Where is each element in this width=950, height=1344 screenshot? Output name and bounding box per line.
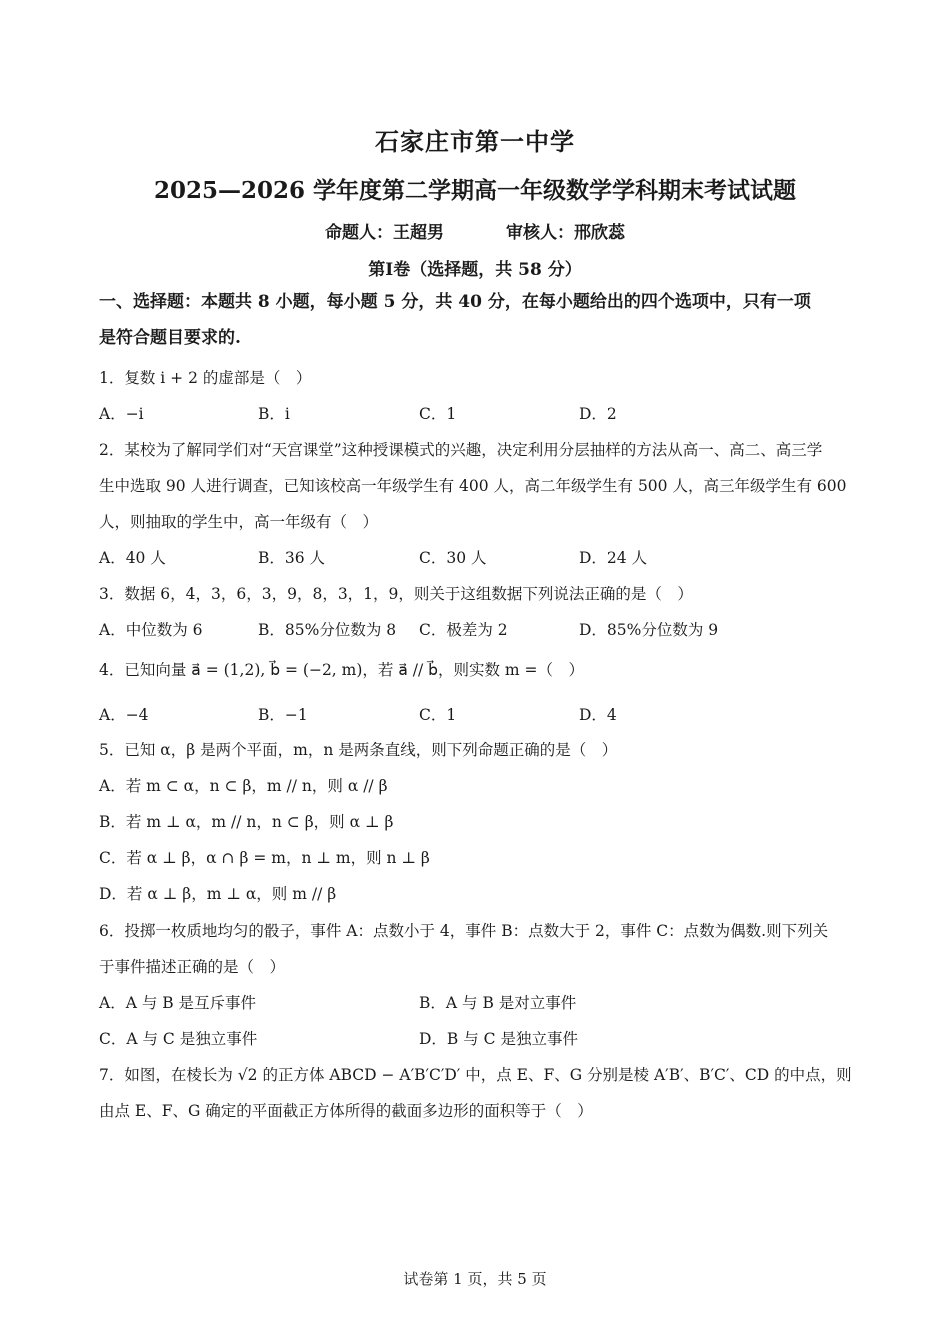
- option-b: B．A 与 B 是对立事件: [419, 994, 577, 1012]
- option-b: B．36 人: [258, 549, 326, 567]
- option-a: A．−i: [99, 405, 144, 423]
- question-2-line-2: 生中选取 90 人进行调查，已知该校高一年级学生有 400 人，高二年级学生有 500 人，高三年级学生有 600: [99, 477, 847, 495]
- option-a: A．40 人: [99, 549, 166, 567]
- question-2-line-1: 2．某校为了解同学们对“天宫课堂”这种授课模式的兴趣，决定利用分层抽样的方法从高一、高二、高三学: [99, 441, 823, 459]
- question-3: 3．数据 6，4，3，6，3，9，8，3，1，9，则关于这组数据下列说法正确的是（ ）: [99, 585, 693, 603]
- option-b: B．85%分位数为 8: [258, 621, 397, 639]
- question-4: 4．已知向量 a⃗ = (1,2), b⃗ = (−2, m)，若 a⃗ // b⃗，则实数 m =（ ）: [99, 661, 585, 679]
- authors-line: [0, 218, 950, 243]
- option-c: C．1: [419, 706, 457, 724]
- question-5-option-d: D．若 α ⊥ β，m ⊥ α，则 m // β: [99, 885, 337, 903]
- option-b: B．i: [258, 405, 290, 423]
- question-5: 5．已知 α，β 是两个平面，m，n 是两条直线，则下列命题正确的是（ ）: [99, 741, 618, 759]
- question-6-line-2: 于事件描述正确的是（ ）: [99, 958, 286, 976]
- option-d: D．4: [579, 706, 617, 724]
- exam-title: 2025—2026 学年度第二学期高一年级数学学科期末考试试题: [153, 177, 797, 204]
- option-a: A．−4: [99, 706, 149, 724]
- question-3-options: [99, 618, 859, 640]
- section-line-2: 是符合题目要求的.: [99, 328, 241, 348]
- question-7-line-1: 7．如图，在棱长为 √2 的正方体 ABCD − A′B′C′D′ 中，点 E、F、G 分别是棱 A′B′、B′C′、CD 的中点，则: [99, 1066, 852, 1084]
- question-6-options-row-1: [99, 991, 859, 1013]
- option-c: C．极差为 2: [419, 621, 508, 639]
- question-7-line-2: 由点 E、F、G 确定的平面截正方体所得的截面多边形的面积等于（ ）: [99, 1102, 593, 1120]
- school-name: 石家庄市第一中学: [375, 127, 575, 156]
- option-c: C．A 与 C 是独立事件: [99, 1030, 258, 1048]
- question-5-option-b: B．若 m ⊥ α，m // n，n ⊂ β，则 α ⊥ β: [99, 813, 394, 831]
- part-heading: 第Ⅰ卷（选择题，共 58 分）: [368, 260, 582, 280]
- question-2-line-3: 人，则抽取的学生中，高一年级有（ ）: [99, 513, 379, 531]
- option-a: A．A 与 B 是互斥事件: [99, 994, 257, 1012]
- reviewer: 审核人：邢欣蕊: [506, 223, 625, 243]
- section-line-1: 一、选择题：本题共 8 小题，每小题 5 分，共 40 分，在每小题给出的四个选项中，只有一项: [99, 292, 811, 312]
- option-d: D．85%分位数为 9: [579, 621, 719, 639]
- question-5-option-c: C．若 α ⊥ β，α ∩ β = m，n ⊥ m，则 n ⊥ β: [99, 849, 430, 867]
- option-a: A．中位数为 6: [99, 621, 203, 639]
- page-footer: 试卷第 1 页，共 5 页: [403, 1270, 547, 1288]
- option-d: D．24 人: [579, 549, 648, 567]
- question-6-line-1: 6．投掷一枚质地均匀的骰子，事件 A：点数小于 4，事件 B：点数大于 2，事件 C：点数为偶数.则下列关: [99, 922, 829, 940]
- question-4-options: [99, 703, 859, 725]
- question-2-options: [99, 546, 859, 568]
- section-heading: [99, 284, 859, 356]
- question-1: 1．复数 i + 2 的虚部是（ ）: [99, 369, 312, 387]
- question-5-option-a: A．若 m ⊂ α，n ⊂ β，m // n，则 α // β: [99, 777, 388, 795]
- option-b: B．−1: [258, 706, 308, 724]
- option-d: D．2: [579, 405, 617, 423]
- author: 命题人：王超男: [325, 223, 444, 243]
- question-1-options: [99, 402, 859, 424]
- question-6-options-row-2: [99, 1027, 859, 1049]
- option-d: D．B 与 C 是独立事件: [419, 1030, 578, 1048]
- option-c: C．1: [419, 405, 457, 423]
- option-c: C．30 人: [419, 549, 487, 567]
